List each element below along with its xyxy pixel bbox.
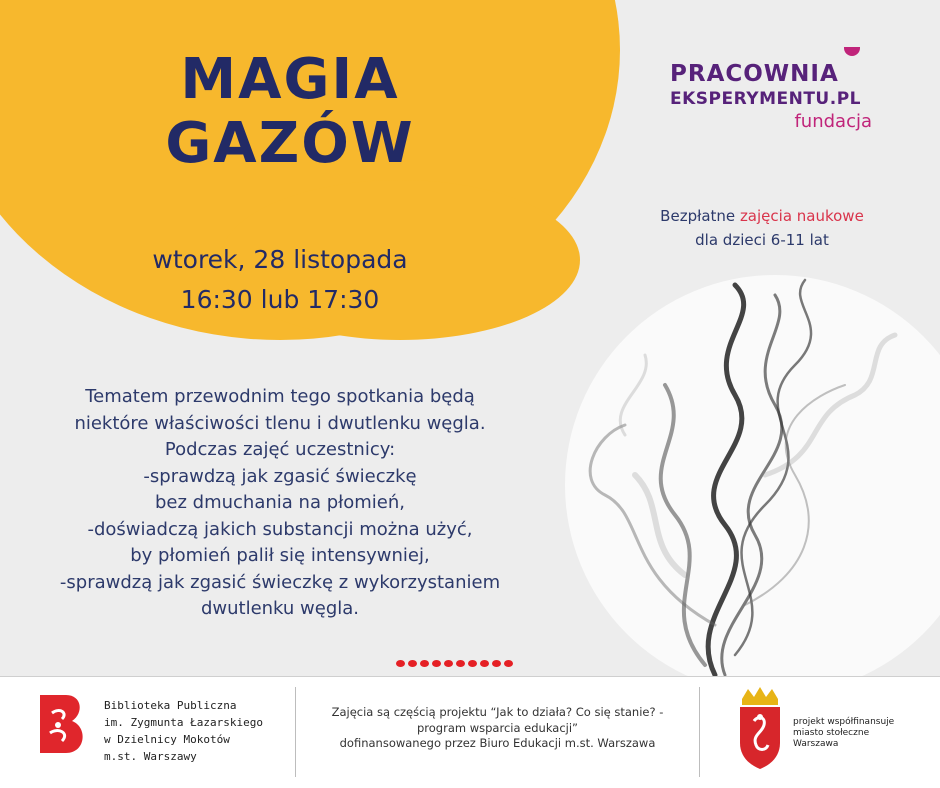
event-time: 16:30 lub 17:30 — [180, 285, 380, 314]
warsaw-line: miasto stołeczne — [793, 728, 870, 738]
dot — [408, 660, 417, 667]
offer-part1: Bezpłatne — [660, 207, 740, 225]
description-line: Tematem przewodnim tego spotkania będą — [85, 386, 475, 407]
description-line: niektóre właściwości tlenu i dwutlenku węgla. — [74, 412, 486, 434]
dot — [444, 660, 453, 667]
logo-line-3: fundacja — [794, 111, 872, 132]
smoke-image — [565, 275, 940, 695]
dot — [396, 660, 405, 667]
project-line: program wsparcia edukacji” — [416, 720, 579, 735]
title-line-1: MAGIA — [180, 47, 400, 112]
footer-divider — [699, 687, 700, 777]
description-line: bez dmuchania na płomień, — [155, 492, 405, 513]
library-logo-icon — [36, 693, 88, 755]
library-line: w Dzielnicy Mokotów — [104, 733, 230, 746]
description-line: dwutlenku węgla. — [200, 598, 360, 619]
library-line: Biblioteka Publiczna — [104, 699, 237, 712]
dot — [492, 660, 501, 667]
library-line: m.st. Warszawy — [104, 750, 197, 763]
warsaw-coat-of-arms-icon — [736, 687, 784, 771]
library-name — [104, 697, 263, 765]
dot — [420, 660, 429, 667]
event-schedule — [100, 240, 460, 320]
description-line: -sprawdzą jak zgasić świeczkę z wykorzystaniem — [59, 571, 501, 593]
project-info — [300, 705, 695, 752]
project-line: Zajęcia są częścią projektu “Jak to działa? Co się stanie? - — [331, 705, 664, 719]
description-line: -sprawdzą jak zgasić świeczkę — [143, 465, 417, 487]
event-description — [20, 384, 540, 623]
offer-line-2: dla dzieci 6-11 lat — [695, 231, 829, 249]
warsaw-cofunding — [793, 717, 894, 750]
event-date: wtorek, 28 listopada — [152, 245, 408, 274]
offer-highlight: zajęcia naukowe — [739, 207, 864, 225]
warsaw-line: Warszawa — [793, 739, 839, 749]
logo-line-2: EKSPERYMENTU.PL — [670, 89, 861, 109]
dot — [480, 660, 489, 667]
event-title — [110, 48, 470, 176]
smoke-illustration — [565, 275, 940, 695]
offer-text — [612, 204, 912, 252]
dot — [468, 660, 477, 667]
title-line-2: GAZÓW — [165, 111, 415, 176]
decorative-dots — [396, 652, 516, 671]
footer — [0, 676, 940, 788]
description-line: Podczas zajęć uczestnicy: — [164, 439, 396, 460]
logo-line-1: PRACOWNIA — [670, 61, 839, 87]
dot — [456, 660, 465, 667]
logo-drop-icon — [844, 47, 860, 56]
project-line: dofinansowanego przez Biuro Edukacji m.st. Warszawa — [339, 736, 656, 750]
description-line: -doświadczą jakich substancji można użyć, — [87, 518, 473, 540]
footer-divider — [295, 687, 296, 777]
dot — [432, 660, 441, 667]
description-line: by płomień palił się intensywniej, — [130, 545, 430, 566]
library-line: im. Zygmunta Łazarskiego — [104, 716, 263, 729]
dot — [504, 660, 513, 667]
warsaw-line: projekt współfinansuje — [793, 717, 895, 727]
pracownia-logo — [670, 45, 890, 132]
